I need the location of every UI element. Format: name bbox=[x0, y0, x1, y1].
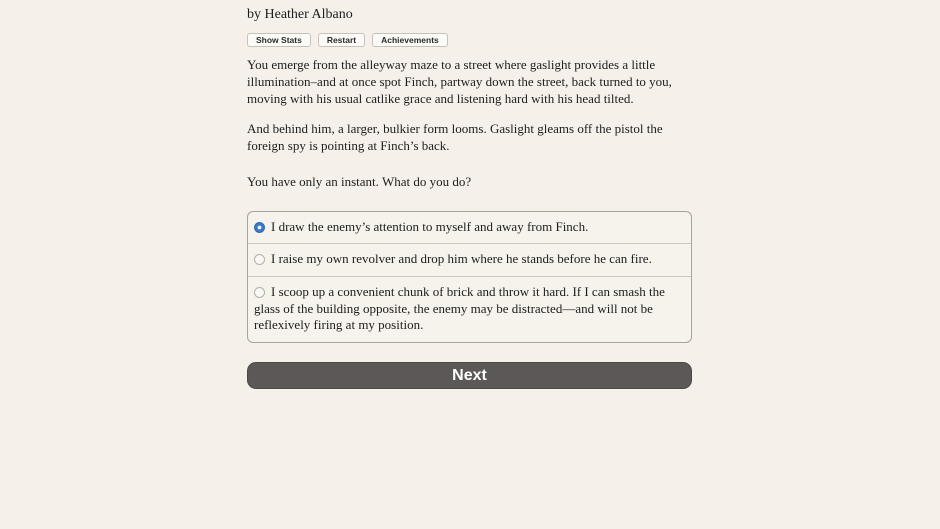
choice-list bbox=[247, 211, 692, 343]
radio-button-icon[interactable] bbox=[254, 222, 265, 233]
story-paragraph-2: And behind him, a larger, bulkier form looms. Gaslight gleams off the pistol the foreign spy is pointing at Finch’s back. bbox=[247, 121, 663, 153]
choice-option-label: I scoop up a convenient chunk of brick and throw it hard. If I can smash the glass of the building opposite, the enemy may be distracted—and will not be reflexively firing at my position. bbox=[254, 283, 665, 333]
choice-option-2[interactable] bbox=[248, 243, 691, 276]
choice-option-label: I draw the enemy’s attention to myself and away from Finch. bbox=[271, 218, 589, 234]
radio-button-icon[interactable] bbox=[254, 254, 265, 265]
next-button[interactable]: Next bbox=[247, 362, 692, 389]
game-content bbox=[247, 0, 692, 389]
achievements-button[interactable]: Achievements bbox=[372, 33, 448, 47]
radio-button-icon[interactable] bbox=[254, 287, 265, 298]
author-byline: by Heather Albano bbox=[247, 7, 353, 22]
choice-option-label: I raise my own revolver and drop him where he stands before he can fire. bbox=[271, 251, 652, 267]
story-paragraph-1: You emerge from the alleyway maze to a street where gaslight provides a little illumination–and at once spot Finch, partway down the street, back turned to you, moving with his usual catlike grace and listening hard with his head tilted. bbox=[247, 57, 672, 107]
show-stats-button[interactable]: Show Stats bbox=[247, 33, 311, 47]
restart-button[interactable]: Restart bbox=[318, 33, 365, 47]
choice-option-1[interactable] bbox=[248, 212, 691, 244]
game-toolbar bbox=[247, 33, 692, 47]
story-prompt: You have only an instant. What do you do? bbox=[247, 173, 472, 189]
choice-option-3[interactable] bbox=[248, 276, 691, 342]
